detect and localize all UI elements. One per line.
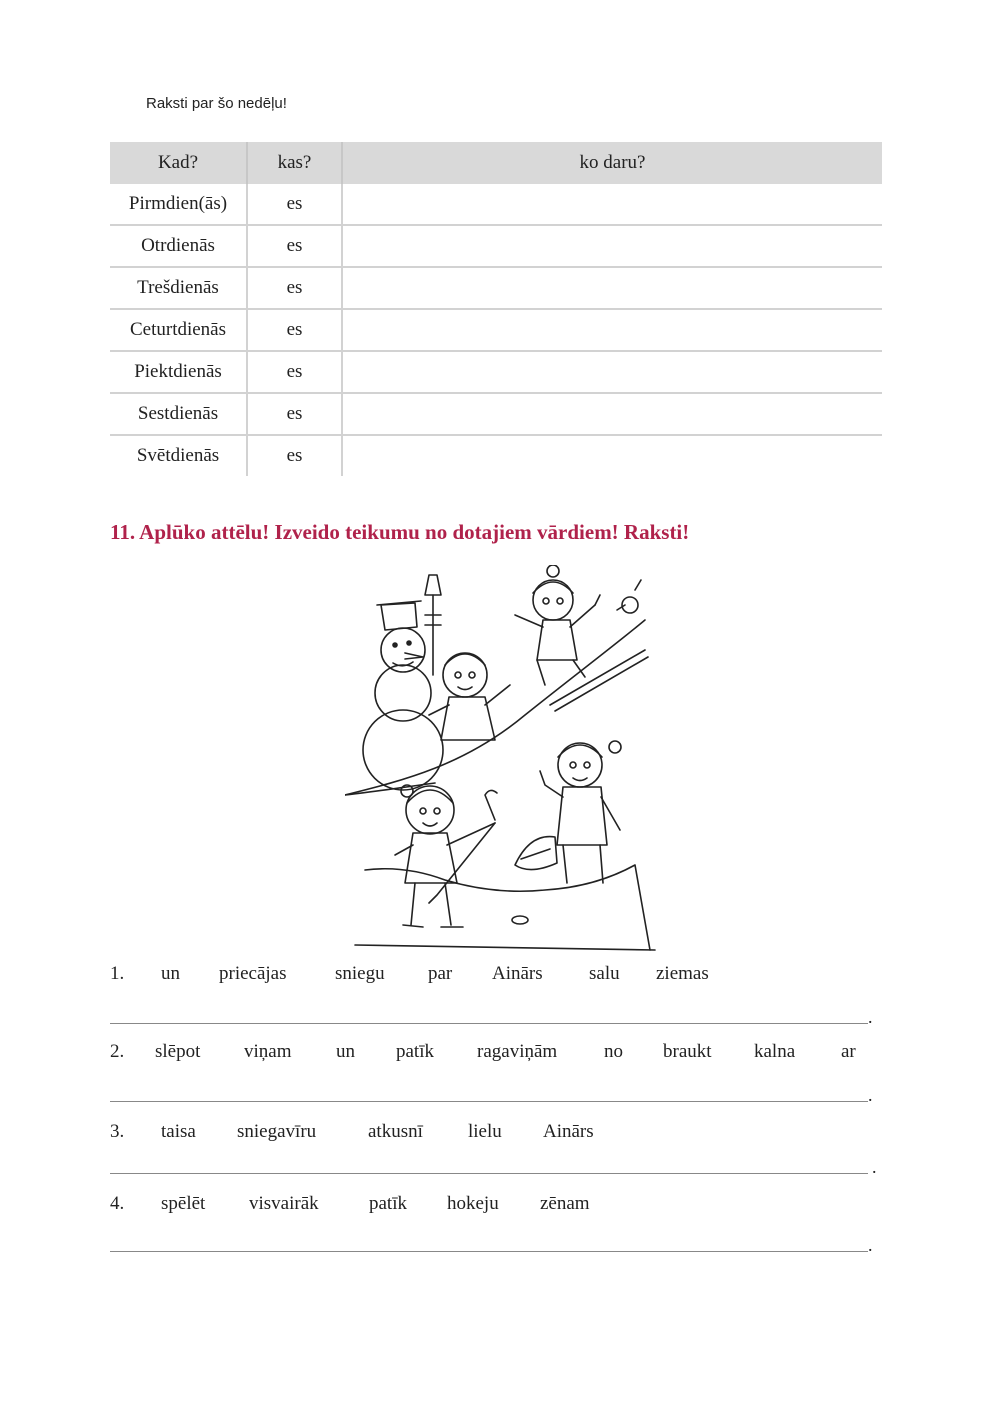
who-cell: es bbox=[247, 351, 342, 393]
sentence-3 bbox=[110, 1121, 870, 1151]
word: ragaviņām bbox=[477, 1041, 558, 1062]
word: kalna bbox=[754, 1041, 796, 1062]
day-cell: Piektdienās bbox=[110, 351, 247, 393]
word: un bbox=[336, 1041, 355, 1062]
sentence-4 bbox=[110, 1193, 870, 1223]
word: viņam bbox=[244, 1041, 292, 1062]
intro-text: Raksti par šo nedēļu! bbox=[146, 95, 287, 112]
word: taisa bbox=[161, 1121, 196, 1142]
line-end-period: . bbox=[872, 1157, 877, 1177]
answer-line[interactable] bbox=[110, 1101, 868, 1102]
word: patīk bbox=[369, 1193, 407, 1214]
task-title: 11. Aplūko attēlu! Izveido teikumu no dotajiem vārdiem! Raksti! bbox=[110, 520, 690, 544]
answer-line[interactable] bbox=[110, 1251, 868, 1252]
who-cell: es bbox=[247, 184, 342, 225]
word: sniegu bbox=[335, 963, 385, 984]
word: spēlēt bbox=[161, 1193, 206, 1214]
word: hokeju bbox=[447, 1193, 499, 1214]
word: zēnam bbox=[540, 1193, 590, 1214]
table-row bbox=[110, 184, 882, 225]
header-what: ko daru? bbox=[342, 142, 882, 184]
sentence-number: 2. bbox=[110, 1041, 125, 1062]
table-row bbox=[110, 393, 882, 435]
who-cell: es bbox=[247, 435, 342, 476]
day-cell: Sestdienās bbox=[110, 393, 247, 435]
table-row bbox=[110, 267, 882, 309]
word: braukt bbox=[663, 1041, 712, 1062]
word: priecājas bbox=[219, 963, 287, 984]
word: ziemas bbox=[656, 963, 709, 984]
winter-kids-illustration bbox=[345, 565, 665, 960]
header-when: Kad? bbox=[110, 142, 247, 184]
who-cell: es bbox=[247, 267, 342, 309]
table-row bbox=[110, 225, 882, 267]
word: ar bbox=[841, 1041, 856, 1062]
header-who: kas? bbox=[247, 142, 342, 184]
word: visvairāk bbox=[249, 1193, 319, 1214]
answer-cell[interactable] bbox=[342, 267, 882, 309]
word: no bbox=[604, 1041, 623, 1062]
answer-cell[interactable] bbox=[342, 393, 882, 435]
word: un bbox=[161, 963, 180, 984]
table-header-row bbox=[110, 142, 882, 184]
answer-cell[interactable] bbox=[342, 225, 882, 267]
word: atkusnī bbox=[368, 1121, 423, 1142]
word: lielu bbox=[468, 1121, 502, 1142]
sentence-2 bbox=[110, 1041, 870, 1071]
answer-line[interactable] bbox=[110, 1173, 868, 1174]
line-end-period: . bbox=[868, 1085, 873, 1105]
line-end-period: . bbox=[868, 1007, 873, 1027]
answer-line[interactable] bbox=[110, 1023, 868, 1024]
answer-cell[interactable] bbox=[342, 309, 882, 351]
week-table bbox=[110, 142, 882, 476]
day-cell: Trešdienās bbox=[110, 267, 247, 309]
sentence-1 bbox=[110, 963, 870, 993]
word: sniegavīru bbox=[237, 1121, 317, 1142]
who-cell: es bbox=[247, 309, 342, 351]
sentence-number: 1. bbox=[110, 963, 125, 984]
table-row bbox=[110, 351, 882, 393]
word: Ainārs bbox=[543, 1121, 594, 1142]
answer-cell[interactable] bbox=[342, 184, 882, 225]
sentence-number: 3. bbox=[110, 1121, 125, 1142]
line-end-period: . bbox=[868, 1235, 873, 1255]
word: slēpot bbox=[155, 1041, 201, 1062]
table-row bbox=[110, 309, 882, 351]
word: patīk bbox=[396, 1041, 434, 1062]
answer-cell[interactable] bbox=[342, 351, 882, 393]
who-cell: es bbox=[247, 225, 342, 267]
word: salu bbox=[589, 963, 620, 984]
table-row bbox=[110, 435, 882, 476]
sentence-number: 4. bbox=[110, 1193, 125, 1214]
day-cell: Svētdienās bbox=[110, 435, 247, 476]
answer-cell[interactable] bbox=[342, 435, 882, 476]
day-cell: Ceturtdienās bbox=[110, 309, 247, 351]
who-cell: es bbox=[247, 393, 342, 435]
word: par bbox=[428, 963, 453, 984]
day-cell: Otrdienās bbox=[110, 225, 247, 267]
day-cell: Pirmdien(ās) bbox=[110, 184, 247, 225]
word: Ainārs bbox=[492, 963, 543, 984]
